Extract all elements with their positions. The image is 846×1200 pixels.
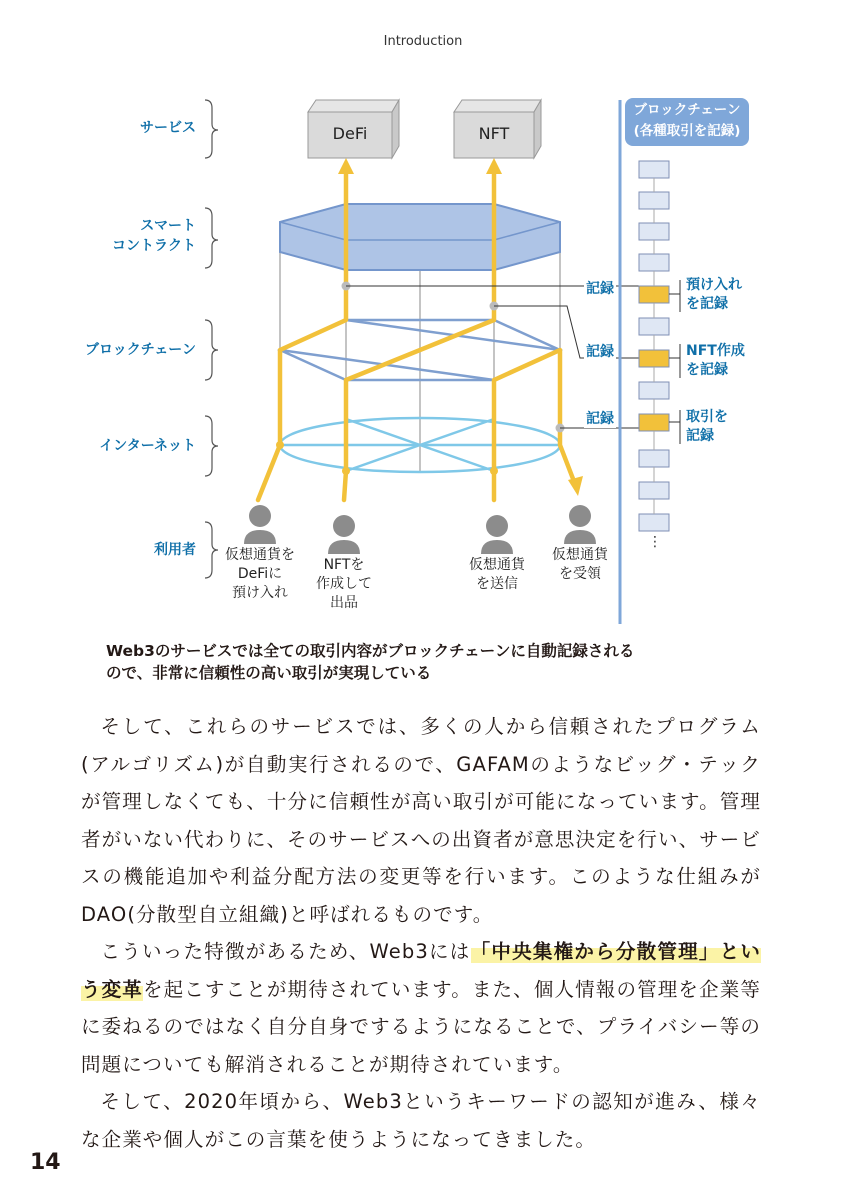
page-number: 14 bbox=[30, 1150, 61, 1175]
user-caption-send: 仮想通貨 を送信 bbox=[469, 557, 525, 592]
running-head: Introduction bbox=[383, 34, 463, 49]
paragraph-1: そして、これらのサービスでは、多くの人から信頼されたプログラム(アルゴリズム)が自動実行されるので、GAFAMのようなビッグ・テックが管理しなくても、十分に信頼性が高い取引が可能になっています。管理者がいない代わりに、そのサービスへの出資者が意思決定を行い、サービスの機能追加や利益分配方法の変更等を行います。このような仕組みがDAO(分散型自立組織)と呼ばれるものです。 bbox=[81, 715, 761, 926]
layer-label-internet: インターネット bbox=[99, 438, 196, 454]
smart-contract-hexagon bbox=[280, 204, 560, 270]
layer-label-service: サービス bbox=[140, 120, 196, 136]
highlight-phrase: 「中央集権から分散管理」という変革 bbox=[81, 940, 762, 1001]
record-label: 記録 bbox=[584, 408, 616, 428]
paragraph-2: こういった特徴があるため、Web3には「中央集権から分散管理」という変革を起こすことが期待されています。また、個人情報の管理を企業等に委ねるのではなく自分自身でするようになることで、プライバシー等の問題についても解消されることが期待されています。 bbox=[81, 940, 762, 1076]
layer-label-users: 利用者 bbox=[154, 542, 196, 558]
service-label-nft: NFT bbox=[478, 124, 510, 143]
chain-ellipsis: ⋮ bbox=[648, 534, 662, 550]
record-label: 記録 bbox=[584, 341, 616, 361]
user-caption-receive: 仮想通貨 を受領 bbox=[552, 547, 608, 582]
frame-posts bbox=[280, 250, 560, 473]
layer-label-blockchain: ブロックチェーン bbox=[84, 342, 196, 358]
service-label-defi: DeFi bbox=[332, 124, 368, 143]
record-note-nft: NFT作成 を記録 bbox=[686, 343, 745, 378]
record-note-deposit: 預け入れ を記録 bbox=[686, 277, 742, 312]
paragraph-3: そして、2020年頃から、Web3というキーワードの認知が進み、様々な企業や個人がこの言葉を使うようになってきました。 bbox=[81, 1090, 761, 1151]
chain-title: ブロックチェーン (各種取引を記録) bbox=[625, 98, 749, 146]
figure-caption: Web3のサービスでは全ての取引内容がブロックチェーンに自動記録される ので、非常に信頼性の高い取引が実現している bbox=[106, 642, 635, 682]
body-text bbox=[81, 708, 761, 1158]
layer-label-smart-contract: スマート コントラクト bbox=[112, 218, 196, 254]
record-note-trade: 取引を 記録 bbox=[686, 409, 728, 444]
user-caption-deposit: 仮想通貨を DeFiに 預け入れ bbox=[225, 547, 295, 601]
layer-braces bbox=[205, 100, 218, 578]
web3-diagram bbox=[0, 88, 846, 633]
record-label: 記録 bbox=[584, 278, 616, 298]
user-caption-nft: NFTを 作成して 出品 bbox=[316, 557, 372, 611]
